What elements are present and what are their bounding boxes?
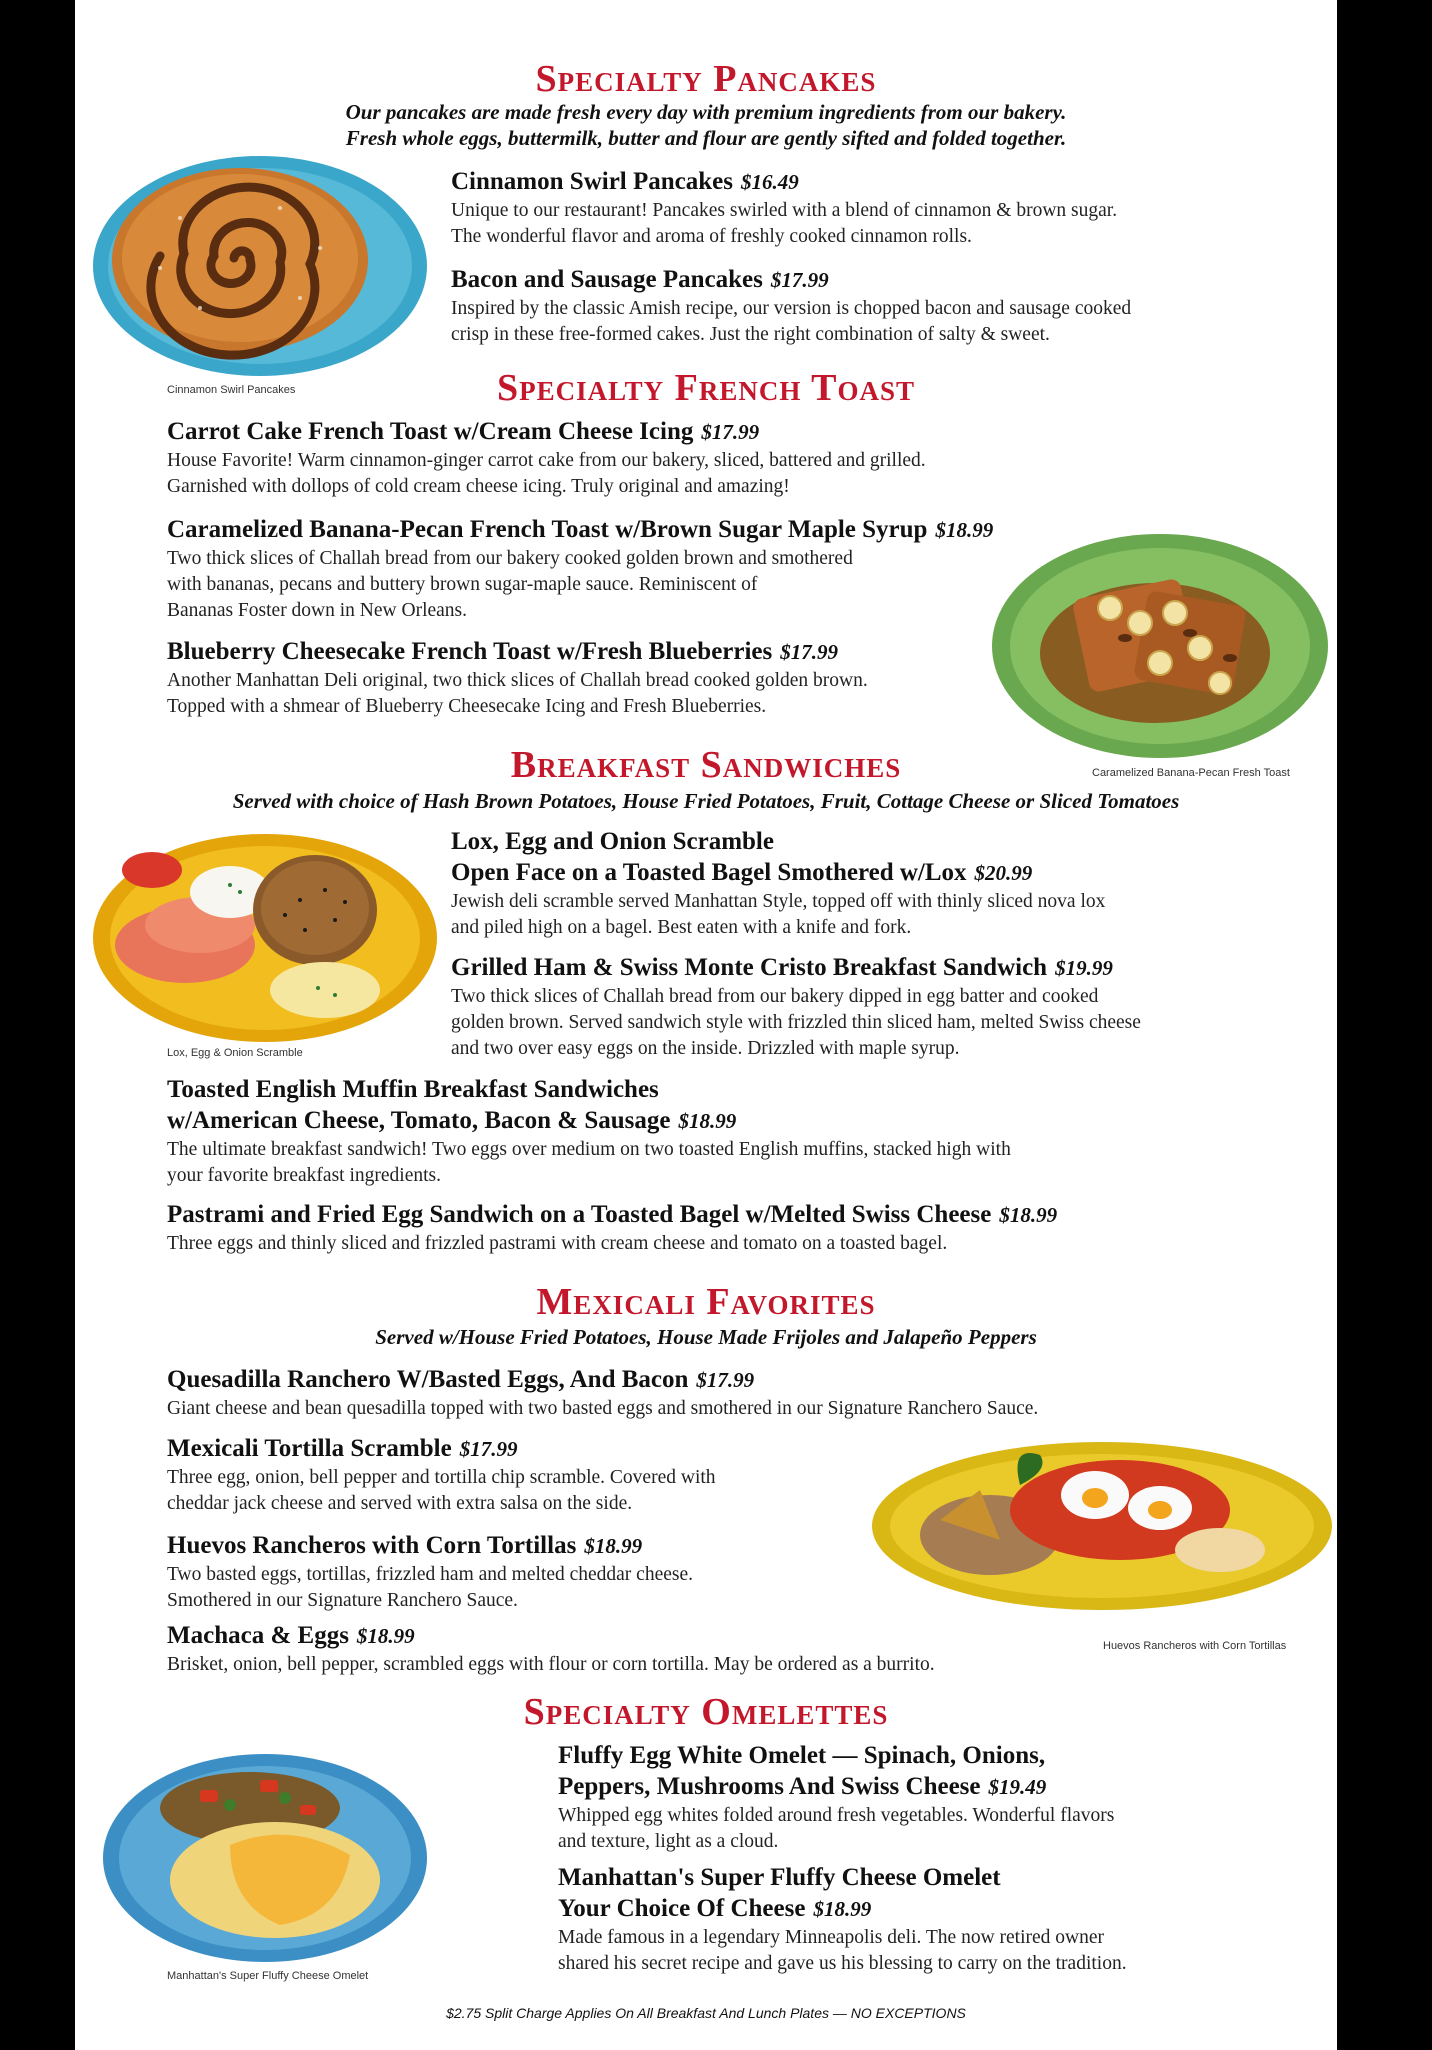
item-description: Inspired by the classic Amish recipe, our version is chopped bacon and sausage cooked: [451, 298, 1132, 319]
item-price: $17.99: [459, 1437, 518, 1461]
item-description: shared his secret recipe and gave us his blessing to carry on the tradition.: [558, 1953, 1127, 1974]
menu-item-cinnamon-swirl: [451, 166, 1117, 250]
item-description: golden brown. Served sandwich style with frizzled thin sliced ham, melted Swiss cheese: [451, 1012, 1141, 1033]
item-description: with bananas, pecans and buttery brown sugar-maple sauce. Reminiscent of: [167, 574, 758, 595]
item-description: Three eggs and thinly sliced and frizzled pastrami with cream cheese and tomato on a toasted bagel.: [167, 1233, 948, 1254]
menu-item-huevos-rancheros: [167, 1530, 693, 1614]
item-name: Grilled Ham & Swiss Monte Cristo Breakfast Sandwich: [451, 954, 1048, 981]
banana-pecan-french-toast-photo: [990, 528, 1330, 763]
french-toast-photo-caption: Caramelized Banana-Pecan Fresh Toast: [1092, 767, 1290, 779]
menu-page: [75, 0, 1337, 2050]
item-name: Caramelized Banana-Pecan French Toast w/Brown Sugar Maple Syrup: [167, 516, 928, 543]
item-price: $19.99: [1055, 956, 1113, 980]
lox-egg-scramble-photo: [90, 830, 440, 1045]
menu-item-super-fluffy-cheese-omelet: [558, 1862, 1127, 1977]
item-description: Three egg, onion, bell pepper and tortilla chip scramble. Covered with: [167, 1467, 716, 1488]
item-name: Manhattan's Super Fluffy Cheese Omelet: [558, 1864, 1001, 1891]
mexicali-photo-caption: Huevos Rancheros with Corn Tortillas: [1103, 1640, 1287, 1652]
sandwiches-title: Breakfast Sandwiches: [510, 744, 902, 786]
item-description: your favorite breakfast ingredients.: [167, 1165, 441, 1186]
menu-item-lox-egg-onion-scramble: [451, 826, 1105, 941]
item-description: Bananas Foster down in New Orleans.: [167, 600, 468, 621]
item-description: and piled high on a bagel. Best eaten with a knife and fork.: [451, 917, 912, 938]
item-name: Carrot Cake French Toast w/Cream Cheese Icing: [167, 418, 694, 445]
item-description: Topped with a shmear of Blueberry Cheesecake Icing and Fresh Blueberries.: [167, 696, 767, 717]
item-name: Open Face on a Toasted Bagel Smothered w/Lox: [451, 859, 967, 886]
item-description: cheddar jack cheese and served with extra salsa on the side.: [167, 1493, 633, 1514]
item-price: $18.99: [356, 1624, 415, 1648]
item-name: Lox, Egg and Onion Scramble: [451, 828, 774, 855]
menu-item-mexicali-tortilla-scramble: [167, 1433, 716, 1517]
pancakes-title: Specialty Pancakes: [535, 58, 877, 100]
french-toast-title: Specialty French Toast: [496, 367, 916, 409]
pancakes-subtitle-2: Fresh whole eggs, buttermilk, butter and flour are gently sifted and folded together.: [345, 126, 1067, 150]
item-description: Whipped egg whites folded around fresh vegetables. Wonderful flavors: [558, 1805, 1115, 1826]
item-price: $17.99: [701, 420, 760, 444]
item-name: Huevos Rancheros with Corn Tortillas: [167, 1532, 577, 1559]
menu-item-blueberry-cheesecake-french-toast: [167, 636, 868, 720]
item-description: Smothered in our Signature Ranchero Sauce.: [167, 1590, 518, 1611]
menu-item-banana-pecan-french-toast: [167, 514, 993, 624]
cinnamon-swirl-pancakes-photo: [90, 148, 435, 383]
menu-item-bacon-sausage-pancakes: [451, 264, 1131, 348]
item-price: $18.99: [678, 1109, 737, 1133]
menu-item-monte-cristo: [451, 952, 1141, 1062]
omelettes-title: Specialty Omelettes: [523, 1691, 889, 1733]
item-name: Mexicali Tortilla Scramble: [167, 1435, 452, 1462]
mexicali-subtitle: Served w/House Fried Potatoes, House Made Frijoles and Jalapeño Peppers: [375, 1325, 1037, 1349]
item-description: Brisket, onion, bell pepper, scrambled eggs with flour or corn tortilla. May be ordered as a burrito.: [167, 1654, 935, 1675]
item-description: Giant cheese and bean quesadilla topped with two basted eggs and smothered in our Signature Ranchero Sauce.: [167, 1398, 1039, 1419]
item-description: Another Manhattan Deli original, two thick slices of Challah bread cooked golden brown.: [167, 670, 868, 691]
sandwiches-photo-caption: Lox, Egg & Onion Scramble: [167, 1047, 303, 1059]
item-price: $20.99: [974, 861, 1033, 885]
mexicali-title: Mexicali Favorites: [536, 1281, 876, 1323]
item-description: and texture, light as a cloud.: [558, 1831, 779, 1852]
item-price: $17.99: [696, 1368, 755, 1392]
item-description: Unique to our restaurant! Pancakes swirled with a blend of cinnamon & brown sugar.: [451, 200, 1118, 221]
huevos-rancheros-photo: [870, 1440, 1337, 1612]
item-name: Bacon and Sausage Pancakes: [451, 266, 763, 293]
item-description: Made famous in a legendary Minneapolis deli. The now retired owner: [558, 1927, 1105, 1948]
split-charge-footer: $2.75 Split Charge Applies On All Breakfast And Lunch Plates — NO EXCEPTIONS: [446, 2005, 966, 2021]
menu-item-english-muffin-sandwiches: [167, 1074, 1011, 1189]
menu-item-quesadilla-ranchero: [167, 1364, 1038, 1422]
item-description: The ultimate breakfast sandwich! Two eggs over medium on two toasted English muffins, stacked high with: [167, 1139, 1011, 1160]
pancakes-photo-caption: Cinnamon Swirl Pancakes: [167, 384, 296, 396]
item-price: $19.49: [988, 1775, 1047, 1799]
item-price: $17.99: [780, 640, 839, 664]
item-price: $18.99: [935, 518, 994, 542]
item-description: Two thick slices of Challah bread from our bakery dipped in egg batter and cooked: [451, 986, 1099, 1007]
item-description: Two basted eggs, tortillas, frizzled ham and melted cheddar cheese.: [167, 1564, 694, 1585]
item-description: Garnished with dollops of cold cream cheese icing. Truly original and amazing!: [167, 476, 790, 497]
item-price: $18.99: [584, 1534, 643, 1558]
item-description: crisp in these free-formed cakes. Just the right combination of salty & sweet.: [451, 324, 1050, 345]
item-name: w/American Cheese, Tomato, Bacon & Sausage: [167, 1107, 671, 1134]
sandwiches-subtitle: Served with choice of Hash Brown Potatoes, House Fried Potatoes, Fruit, Cottage Cheese or Sliced Tomatoes: [232, 789, 1180, 813]
item-name: Peppers, Mushrooms And Swiss Cheese: [558, 1773, 981, 1800]
item-description: Jewish deli scramble served Manhattan Style, topped off with thinly sliced nova lox: [451, 891, 1106, 912]
item-name: Toasted English Muffin Breakfast Sandwiches: [167, 1076, 659, 1103]
menu-item-pastrami-fried-egg: [167, 1199, 1057, 1257]
item-name: Blueberry Cheesecake French Toast w/Fresh Blueberries: [167, 638, 773, 665]
item-price: $17.99: [770, 268, 829, 292]
menu-item-egg-white-omelet: [558, 1740, 1114, 1855]
item-name: Pastrami and Fried Egg Sandwich on a Toasted Bagel w/Melted Swiss Cheese: [167, 1201, 992, 1228]
item-price: $16.49: [740, 170, 799, 194]
item-name: Machaca & Eggs: [167, 1622, 349, 1649]
cheese-omelet-photo: [100, 1750, 430, 1965]
item-name: Quesadilla Ranchero W/Basted Eggs, And Bacon: [167, 1366, 689, 1393]
pancakes-subtitle-1: Our pancakes are made fresh every day with premium ingredients from our bakery.: [345, 100, 1067, 124]
item-description: House Favorite! Warm cinnamon-ginger carrot cake from our bakery, sliced, battered and grilled.: [167, 450, 926, 471]
menu-item-carrot-cake-french-toast: [167, 416, 926, 500]
item-name: Cinnamon Swirl Pancakes: [451, 168, 733, 195]
omelettes-photo-caption: Manhattan's Super Fluffy Cheese Omelet: [167, 1970, 369, 1982]
item-price: $18.99: [813, 1897, 872, 1921]
menu-item-machaca-eggs: [167, 1620, 935, 1678]
item-description: The wonderful flavor and aroma of freshly cooked cinnamon rolls.: [451, 226, 972, 247]
item-name: Fluffy Egg White Omelet — Spinach, Onions,: [558, 1742, 1046, 1769]
item-description: and two over easy eggs on the inside. Drizzled with maple syrup.: [451, 1038, 960, 1059]
item-price: $18.99: [999, 1203, 1058, 1227]
item-name: Your Choice Of Cheese: [558, 1895, 806, 1922]
item-description: Two thick slices of Challah bread from our bakery cooked golden brown and smothered: [167, 548, 853, 569]
